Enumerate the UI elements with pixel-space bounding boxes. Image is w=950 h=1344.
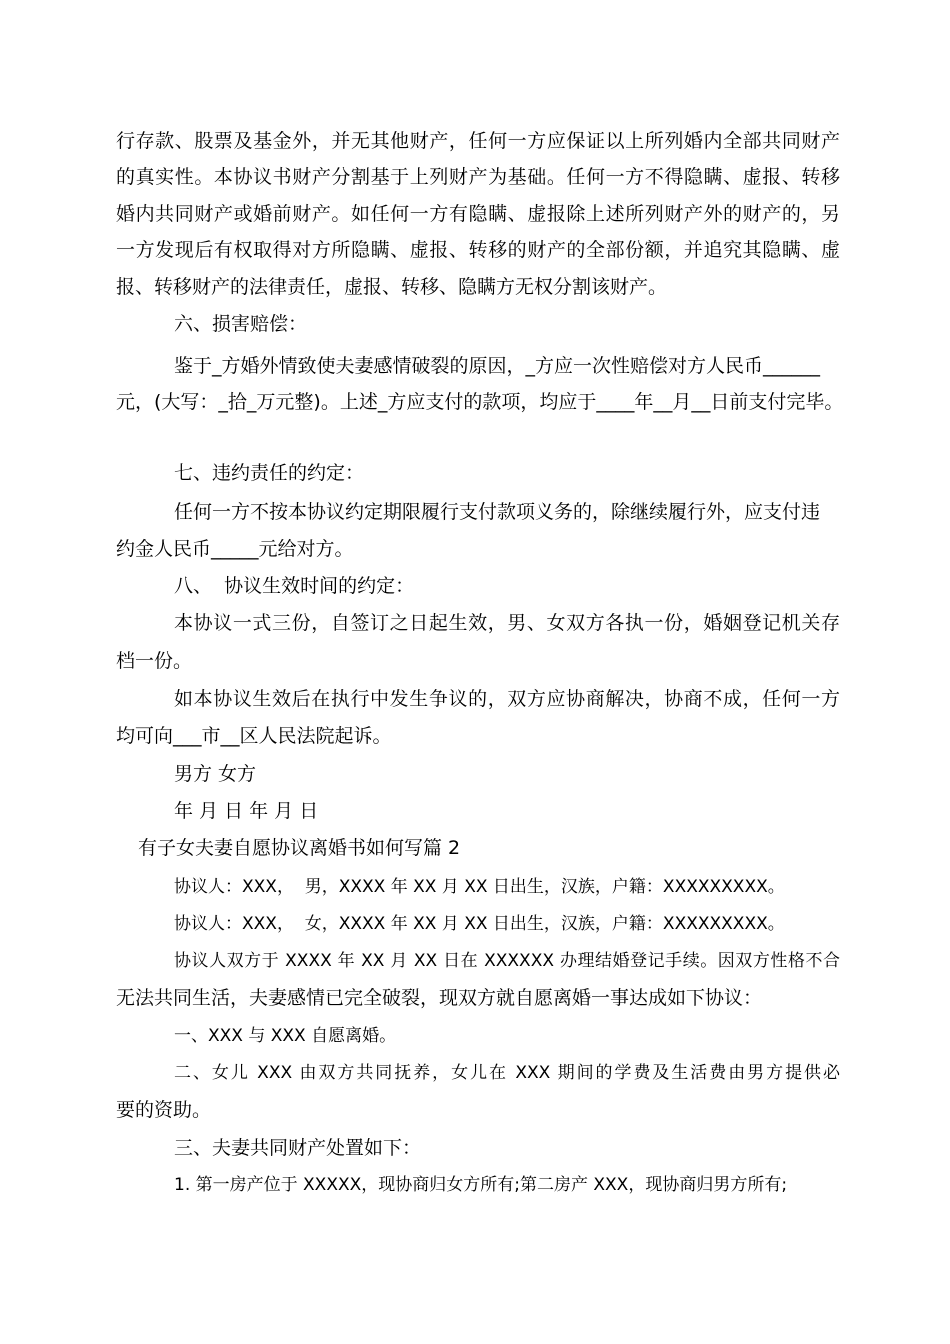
text-line: 协议人：XXX， 女，XXXX 年 XX 月 XX 日出生，汉族，户籍：XXXXXXXXX。 xyxy=(174,914,785,934)
text-line: 鉴于_方婚外情致使夫妻感情破裂的原因，_方应一次性赔偿对方人民币______ xyxy=(174,355,821,377)
text-line: 协议人双方于 XXXX 年 XX 月 XX 日在 XXXXXX 办理结婚登记手续。因双方性格不合 xyxy=(174,951,840,971)
text-line: 本协议一式三份，自签订之日起生效，男、女双方各执一份，婚姻登记机关存 xyxy=(174,612,840,634)
text-line: 元，(大写：_拾_万元整)。上述_方应支付的款项，均应于____年__月__日前支付完毕。 xyxy=(116,391,844,413)
text-line: 如本协议生效后在执行中发生争议的，双方应协商解决，协商不成，任何一方 xyxy=(174,688,840,710)
text-line: 二、女儿 XXX 由双方共同抚养，女儿在 XXX 期间的学费及生活费由男方提供必 xyxy=(174,1063,840,1083)
text-line: 要的资助。 xyxy=(116,1099,212,1121)
text-line: 档一份。 xyxy=(116,650,193,672)
text-line: 一、XXX 与 XXX 自愿离婚。 xyxy=(174,1026,397,1046)
text-line: 均可向___市__区人民法院起诉。 xyxy=(116,725,392,747)
section-heading: 六、损害赔偿： xyxy=(174,313,308,335)
text-line: 的真实性。本协议书财产分割基于上列财产为基础。任何一方不得隐瞒、虚报、转移 xyxy=(116,166,840,188)
signature-parties: 男方 女方 xyxy=(174,763,257,785)
signature-dates: 年 月 日 年 月 日 xyxy=(174,800,319,822)
text-line: 行存款、股票及基金外，并无其他财产，任何一方应保证以上所列婚内全部共同财产 xyxy=(116,130,840,152)
text-line: 婚内共同财产或婚前财产。如任何一方有隐瞒、虚报除上述所列财产外的财产的，另 xyxy=(116,203,840,225)
text-line: 报、转移财产的法律责任，虚报、转移、隐瞒方无权分割该财产。 xyxy=(116,276,668,298)
text-line: 无法共同生活，夫妻感情已完全破裂，现双方就自愿离婚一事达成如下协议： xyxy=(116,987,763,1009)
text-line: 约金人民币_____元给对方。 xyxy=(116,538,354,560)
text-line: 1. 第一房产位于 XXXXX，现协商归女方所有;第二房产 XXX，现协商归男方所有; xyxy=(174,1175,788,1195)
section-heading: 七、违约责任的约定： xyxy=(174,462,365,484)
text-line: 一方发现后有权取得对方所隐瞒、虚报、转移的财产的全部份额，并追究其隐瞒、虚 xyxy=(116,239,840,261)
text-line: 协议人：XXX， 男，XXXX 年 XX 月 XX 日出生，汉族，户籍：XXXXXXXXX。 xyxy=(174,877,785,897)
section-heading: 八、 协议生效时间的约定： xyxy=(174,575,415,597)
article-title: 有子女夫妻自愿协议离婚书如何写篇 2 xyxy=(138,837,461,859)
text-line: 任何一方不按本协议约定期限履行支付款项义务的，除继续履行外，应支付违 xyxy=(174,501,821,523)
section-heading: 三、夫妻共同财产处置如下： xyxy=(174,1137,422,1159)
